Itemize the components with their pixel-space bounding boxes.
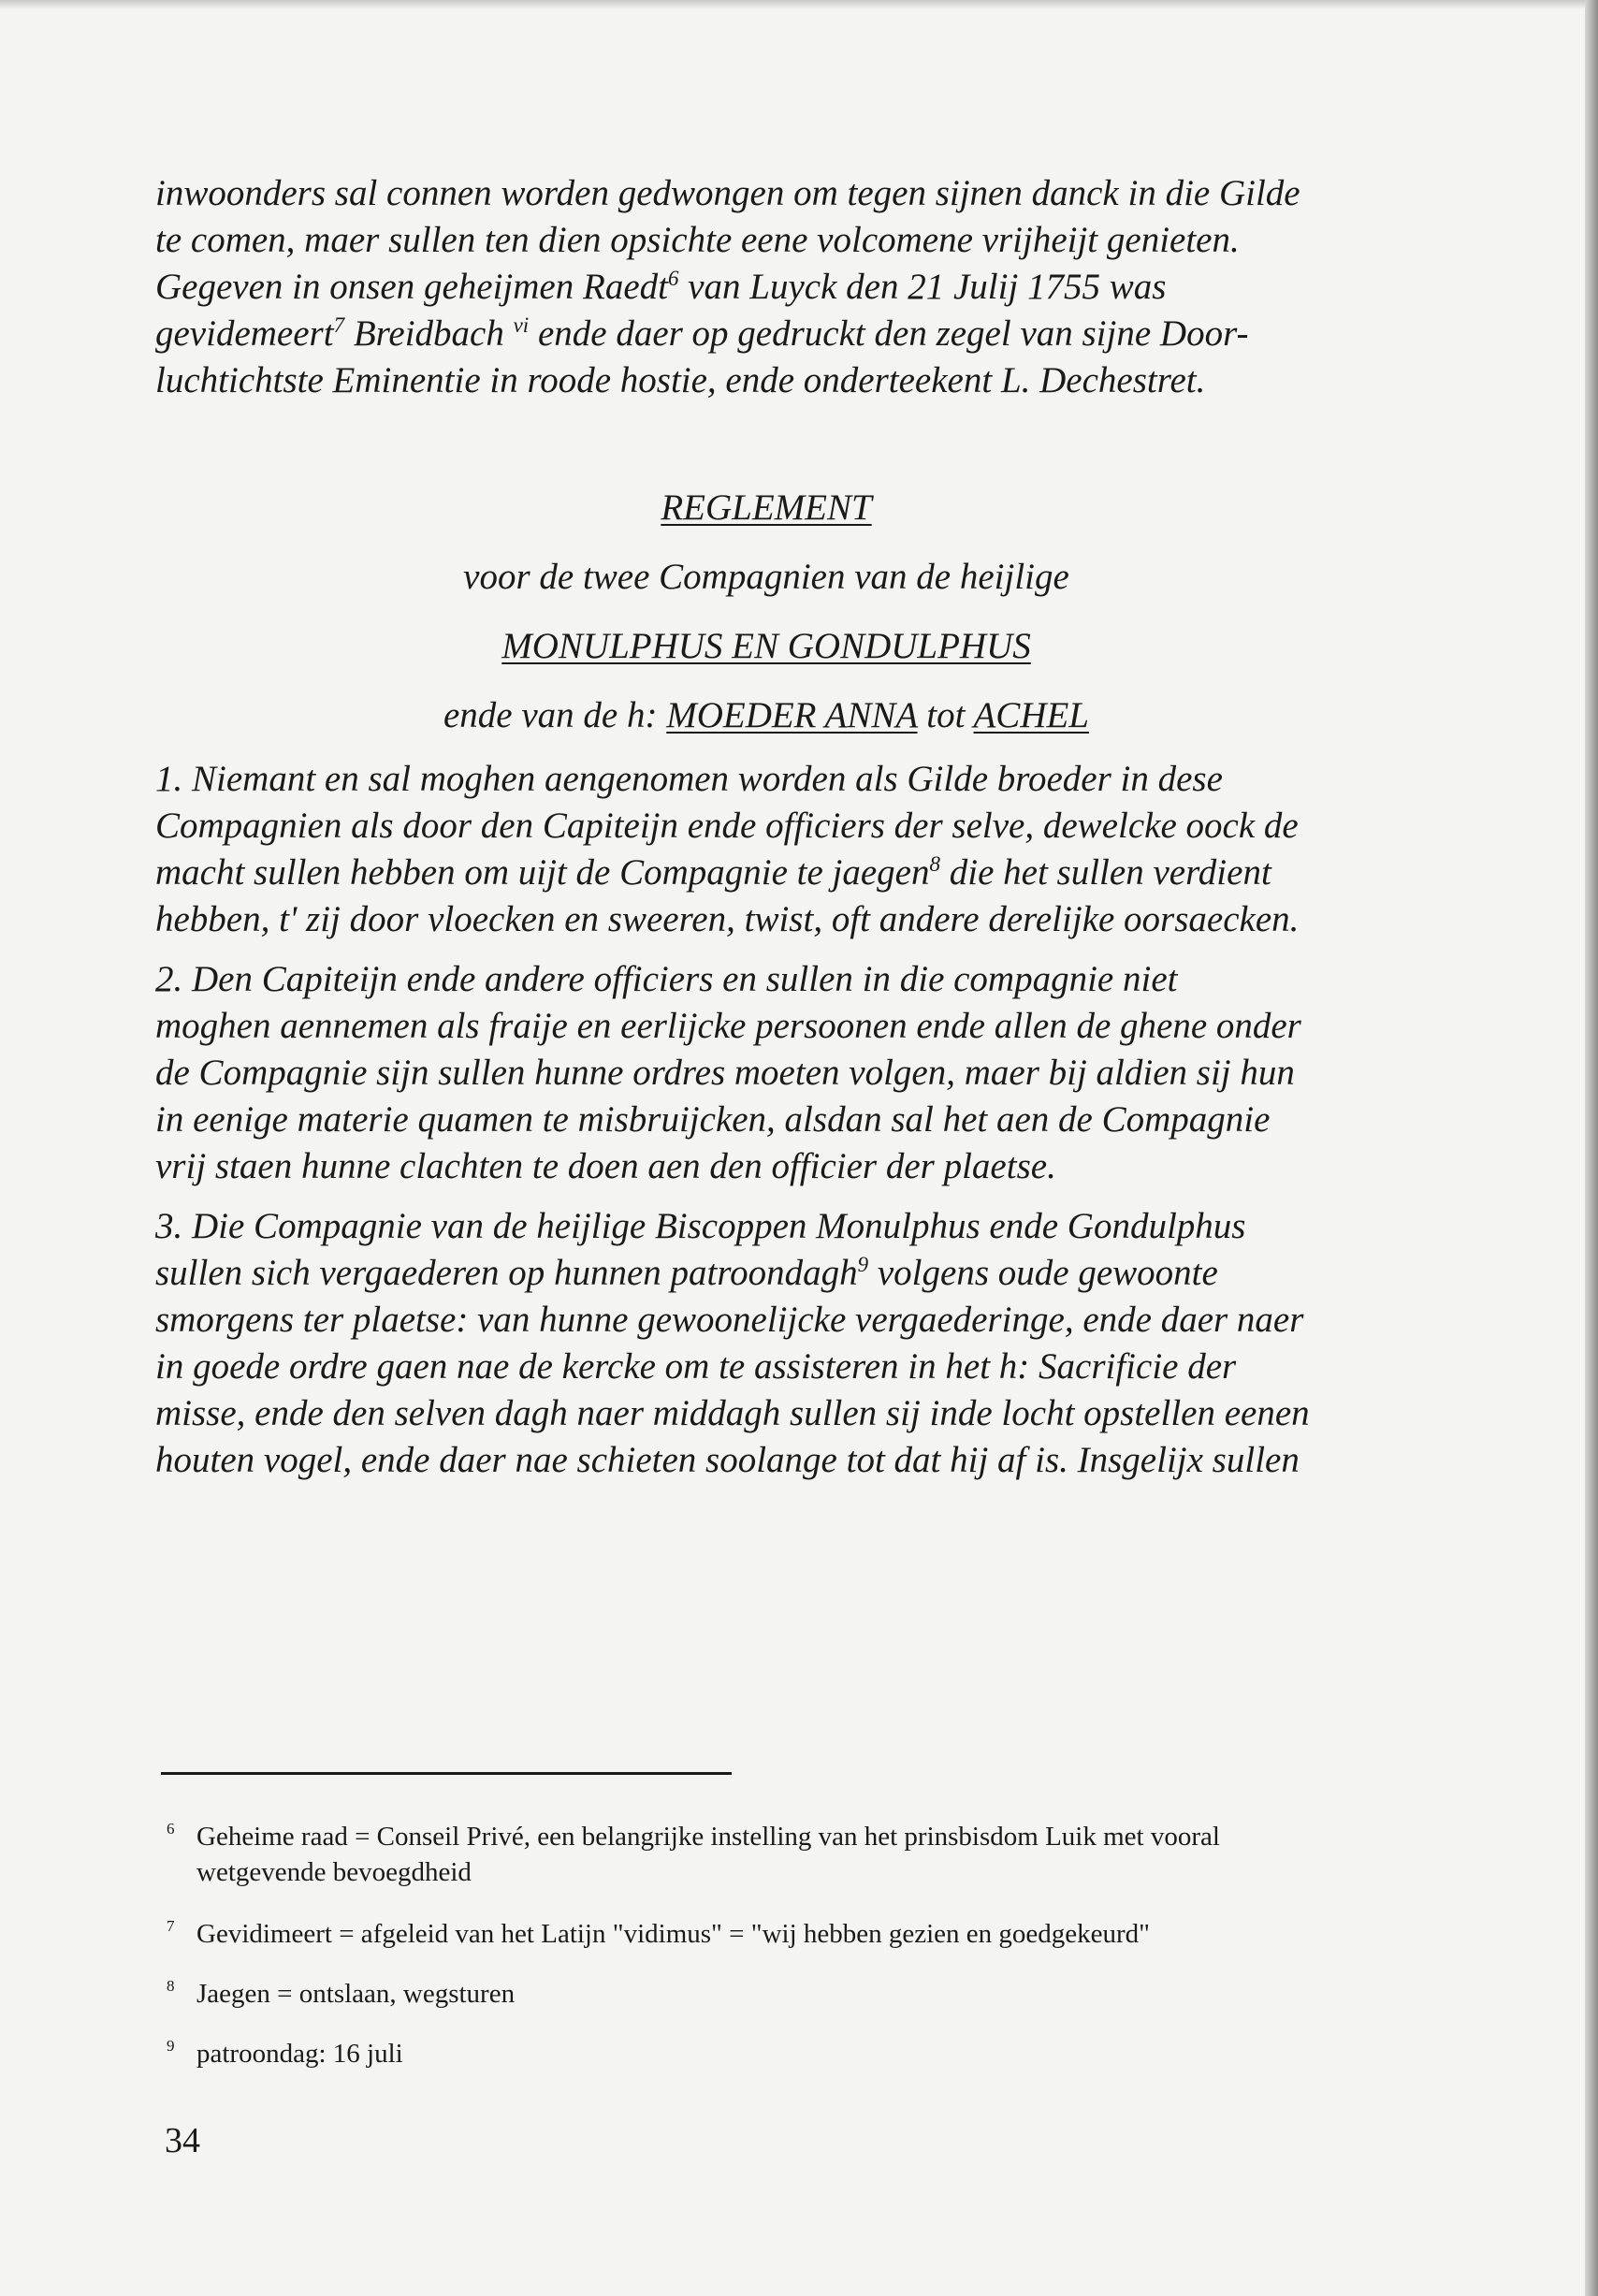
text-line: 1. Niemant en sal moghen aengenomen worden als Gilde broeder in dese	[155, 759, 1223, 799]
text-line: Compagnien als door den Capiteijn ende officiers der selve, dewelcke oock de	[155, 806, 1299, 846]
footnote-ref: vi	[513, 313, 530, 337]
footnote-text: Geheime raad = Conseil Privé, een belangrijke instelling van het prinsbisdom Luik met vooral	[196, 1822, 1220, 1852]
footnote-number: 6	[167, 1820, 175, 1838]
text-line: macht sullen hebben om uijt de Compagnie te jaegen$^8$ die het sullen verdient	[155, 852, 1271, 893]
text-line: 2. Den Capiteijn ende andere officiers en sullen in die compagnie niet	[155, 959, 1178, 999]
footnote-ref: 9	[857, 1253, 869, 1276]
footnote-ref: 6	[667, 267, 679, 290]
scan-top-shadow	[0, 0, 1585, 9]
text-line: hebben, t' zij door vloecken en sweeren, twist, oft andere derelijke oorsaecken.	[155, 899, 1300, 939]
footnote-divider	[161, 1772, 732, 1775]
text-line: vrij staen hunne clachten te doen aen den officier der plaetse.	[155, 1146, 1056, 1186]
article-3	[155, 1203, 1377, 1484]
text-line: houten vogel, ende daer nae schieten soolange tot dat hij af is. Insgelijx sullen	[155, 1440, 1300, 1480]
footnote-text: patroondag: 16 juli	[196, 2039, 403, 2069]
saints-heading: MONULPHUS EN GONDULPHUS	[501, 626, 1031, 666]
text-line: inwoonders sal connen worden gedwongen om tegen sijnen danck in die Gilde	[155, 173, 1300, 213]
text-line: de Compagnie sijn sullen hunne ordres moeten volgen, maer bij aldien sij hun	[155, 1053, 1295, 1093]
text-line: Gegeven in onsen geheijmen Raedt$^6$ van Luyck den 21 Julij 1755 was	[155, 267, 1167, 307]
section-title: REGLEMENT	[661, 487, 872, 528]
footnote-8	[161, 1976, 1396, 2012]
section-subtitle: voor de twee Compagnien van de heijlige	[463, 557, 1069, 597]
text-line: te comen, maer sullen ten dien opsichte eene volcomene vrijheijt genieten.	[155, 220, 1240, 260]
footnote-6	[161, 1819, 1396, 1890]
text-line: sullen sich vergaederen op hunnen patroondagh$^9$ volgens oude gewoonte	[155, 1253, 1218, 1293]
continuation-paragraph	[155, 170, 1377, 404]
article-1	[155, 756, 1377, 943]
text-line: smorgens ter plaetse: van hunne gewoonelijcke vergaederinge, ende daer naer	[155, 1300, 1304, 1340]
text-line: luchtichtste Eminentie in roode hostie, ende onderteekent L. Dechestret.	[155, 360, 1206, 400]
footnote-number: 8	[167, 1977, 175, 1995]
footnote-ref: 7	[333, 313, 345, 337]
footnote-number: 9	[167, 2037, 175, 2055]
footnote-text: wetgevende bevoegdheid	[196, 1857, 472, 1887]
heading-line-anna: ende van de h: MOEDER ANNA tot ACHEL	[443, 695, 1089, 735]
footnote-number: 7	[167, 1917, 175, 1935]
text-line: in goede ordre gaen nae de kercke om te assisteren in het h: Sacrificie der	[155, 1346, 1237, 1387]
footnote-text: Gevidimeert = afgeleid van het Latijn "vidimus" = "wij hebben gezien en goedgekeurd"	[196, 1919, 1151, 1949]
text-line: 3. Die Compagnie van de heijlige Biscoppen Monulphus ende Gondulphus	[155, 1206, 1246, 1246]
footnote-7	[161, 1916, 1396, 1952]
article-2	[155, 956, 1377, 1190]
text-line: misse, ende den selven dagh naer middagh sullen sij inde locht opstellen eenen	[155, 1393, 1310, 1433]
footnote-text: Jaegen = ontslaan, wegsturen	[196, 1979, 516, 2009]
text-line: moghen aennemen als fraije en eerlijcke persoonen ende allen de ghene onder	[155, 1006, 1301, 1046]
page-number: 34	[165, 2121, 200, 2160]
text-line: in eenige materie quamen te misbruijcken, alsdan sal het aen de Compagnie	[155, 1099, 1271, 1140]
footnote-9	[161, 2036, 1396, 2071]
scan-page-edge	[1585, 0, 1598, 2296]
footnote-ref: 8	[929, 852, 940, 876]
text-line: gevidemeert$^7$ Breidbach $^{vi}$ ende daer op gedruckt den zegel van sijne Door-	[155, 313, 1249, 354]
